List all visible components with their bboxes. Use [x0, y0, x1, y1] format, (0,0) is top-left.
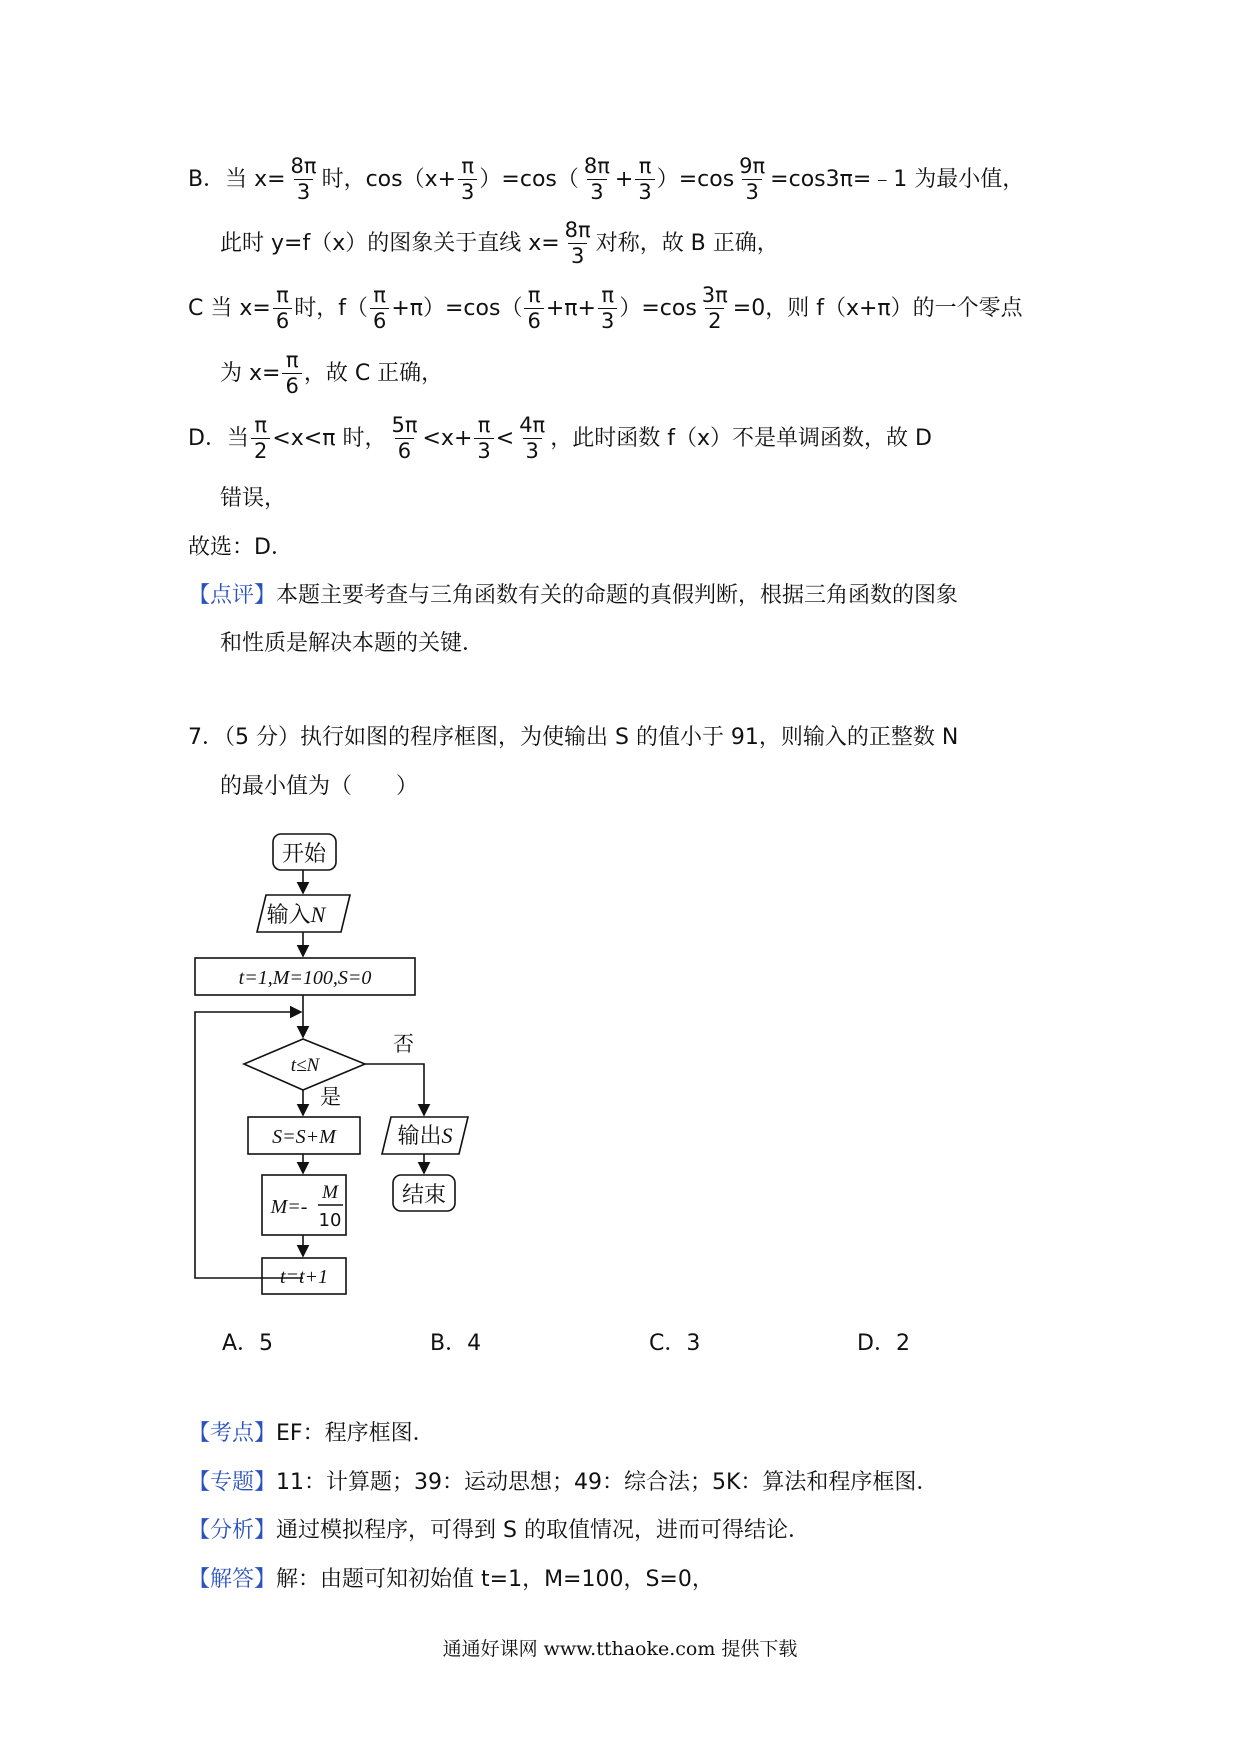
- flow-input-text: [267, 902, 327, 928]
- text: 和性质是解决本题的关键．: [220, 631, 485, 656]
- text: ）=cos: [656, 166, 735, 192]
- text: 错误，: [220, 486, 287, 511]
- text: ）=cos: [619, 295, 697, 321]
- text: 输出: [397, 1124, 442, 1149]
- question-line-2: [220, 776, 418, 798]
- numerator: π: [527, 283, 541, 307]
- flow-step2-denominator: 10: [318, 1210, 342, 1231]
- denominator: 3: [598, 308, 617, 332]
- denominator: 3: [568, 243, 587, 267]
- flow-step2-numerator: M: [322, 1182, 338, 1203]
- fraction: [635, 156, 654, 203]
- flow-start-text: 开始: [281, 842, 327, 867]
- denominator: 6: [273, 308, 292, 332]
- numerator: π: [254, 413, 267, 437]
- text: +: [614, 166, 634, 192]
- text: <x<π 时，: [272, 425, 387, 451]
- kaodian-line: [188, 1423, 435, 1445]
- fraction: [524, 285, 543, 332]
- denominator: 2: [251, 438, 270, 462]
- text: =0，则 f（x+π）的一个零点: [732, 295, 1023, 321]
- review-line-1: [188, 585, 958, 607]
- flow-start-box: [273, 834, 336, 870]
- text: ）=cos（: [479, 166, 579, 192]
- denominator: 3: [523, 438, 542, 462]
- review-line-2: [220, 633, 484, 655]
- fraction: [581, 156, 613, 203]
- text: ，此时函数 f（x）不是单调函数，故 D: [550, 425, 932, 451]
- zhuanti-tag: 【专题】: [188, 1470, 277, 1495]
- option-b: B．4: [430, 1331, 482, 1356]
- fraction: [388, 415, 420, 462]
- numerator: 9π: [739, 154, 766, 178]
- text: 为 x=: [220, 360, 281, 386]
- fraction: [598, 285, 617, 332]
- numerator: π: [461, 154, 475, 178]
- fraction: [736, 156, 768, 203]
- text: +π）=cos（: [391, 295, 523, 321]
- denominator: 6: [282, 373, 301, 397]
- fraction: [562, 220, 594, 267]
- flow-condition-diamond: [244, 1039, 365, 1090]
- numerator: π: [477, 413, 491, 437]
- variable: S: [441, 1123, 453, 1148]
- variable: N: [310, 902, 326, 927]
- zhuanti-line: [188, 1472, 938, 1494]
- numerator: 8π: [290, 154, 317, 178]
- flow-step1-text: S=S+M: [272, 1126, 336, 1148]
- fraction: [516, 415, 548, 462]
- numerator: π: [276, 283, 289, 307]
- denominator: 3: [587, 179, 606, 203]
- numerator: π: [285, 348, 299, 372]
- solution-line-c2: [220, 350, 443, 397]
- fraction: [474, 415, 493, 462]
- fraction: [458, 156, 477, 203]
- kaodian-tag: 【考点】: [188, 1421, 277, 1446]
- fraction: [282, 350, 301, 397]
- option-a: A．5: [222, 1331, 274, 1356]
- text: 解：由题可知初始值 t=1，M=100，S=0，: [276, 1567, 714, 1592]
- text: <: [495, 425, 515, 451]
- solution-line-b2: [220, 220, 779, 267]
- text: +π+: [545, 295, 596, 321]
- page-footer: 通通好课网 www.tthaoke.com 提供下载: [442, 1638, 798, 1660]
- review-tag: 【点评】: [188, 583, 277, 608]
- solution-line-b1: [188, 156, 1024, 203]
- flow-condition-text: t≤N: [290, 1055, 320, 1076]
- fraction: [288, 156, 320, 203]
- denominator: 6: [370, 308, 389, 332]
- flow-yes-label: 是: [320, 1085, 341, 1109]
- text: 对称，故 B 正确，: [595, 230, 779, 256]
- flow-input-box: [257, 895, 350, 932]
- numerator: π: [601, 283, 614, 307]
- text: B．当 x=: [188, 166, 286, 192]
- flow-step3-text: t=t+1: [279, 1266, 329, 1288]
- fraction: [370, 285, 389, 332]
- numerator: π: [373, 283, 386, 307]
- numerator: 4π: [519, 413, 546, 437]
- fenxi-tag: 【分析】: [188, 1518, 277, 1543]
- flow-init-text: t=1,M=100,S=0: [238, 967, 372, 989]
- flow-step1-box: [248, 1117, 360, 1154]
- denominator: 3: [742, 179, 761, 203]
- fraction: [251, 415, 270, 462]
- text: 时，f（: [294, 295, 368, 321]
- denominator: 3: [474, 438, 493, 462]
- fenxi-line: [188, 1520, 810, 1542]
- text: 本题主要考查与三角函数有关的命题的真假判断，根据三角函数的图象: [276, 583, 959, 608]
- text: EF：程序框图．: [276, 1421, 435, 1446]
- text: 通过模拟程序，可得到 S 的取值情况，进而可得结论．: [276, 1518, 810, 1543]
- numerator: 5π: [391, 413, 418, 437]
- numerator: 3π: [701, 283, 728, 307]
- option-d: D．2: [857, 1331, 910, 1356]
- flow-output-box: [382, 1117, 468, 1154]
- solution-line-c1: [188, 285, 1023, 332]
- text: D．当: [188, 425, 249, 451]
- text: 7．（5 分）执行如图的程序框图，为使输出 S 的值小于 91，则输入的正整数 N: [188, 725, 959, 750]
- denominator: 3: [635, 179, 654, 203]
- text: 输入: [266, 903, 311, 928]
- denominator: 3: [458, 179, 477, 203]
- text: C 当 x=: [188, 295, 271, 321]
- fraction: [699, 285, 731, 332]
- denominator: 3: [294, 179, 313, 203]
- flow-end-box: [393, 1175, 455, 1211]
- text: =cos3π=﹣1 为最小值，: [770, 166, 1025, 192]
- numerator: π: [638, 154, 652, 178]
- denominator: 6: [395, 438, 414, 462]
- text: 11：计算题；39：运动思想；49：综合法；5K：算法和程序框图．: [276, 1470, 939, 1495]
- solution-line-d2: [220, 488, 286, 510]
- flow-end-text: 结束: [401, 1183, 447, 1208]
- text: 时，cos（x+: [321, 166, 457, 192]
- flow-init-box: [195, 958, 415, 995]
- flow-output-text: [397, 1123, 452, 1149]
- text: 故选：D．: [188, 535, 293, 560]
- numerator: 8π: [583, 154, 610, 178]
- text: ，故 C 正确，: [303, 360, 444, 386]
- denominator: 2: [705, 308, 724, 332]
- flow-no-label: 否: [393, 1032, 414, 1056]
- flow-step2-box: [262, 1175, 346, 1235]
- question-line-1: [188, 727, 958, 749]
- denominator: 6: [524, 308, 543, 332]
- flow-step2-text: M=-: [270, 1196, 308, 1218]
- answer-line: [188, 537, 293, 559]
- solution-line-d1: [188, 415, 932, 462]
- jieda-line: [188, 1569, 714, 1591]
- jieda-tag: 【解答】: [188, 1567, 277, 1592]
- flow-step3-box: [262, 1258, 346, 1294]
- text: 的最小值为（ ）: [220, 774, 419, 799]
- text: <x+: [422, 425, 473, 451]
- fraction: [273, 285, 292, 332]
- text: 此时 y=f（x）的图象关于直线 x=: [220, 230, 560, 256]
- option-c: C．3: [649, 1331, 701, 1356]
- numerator: 8π: [564, 218, 591, 242]
